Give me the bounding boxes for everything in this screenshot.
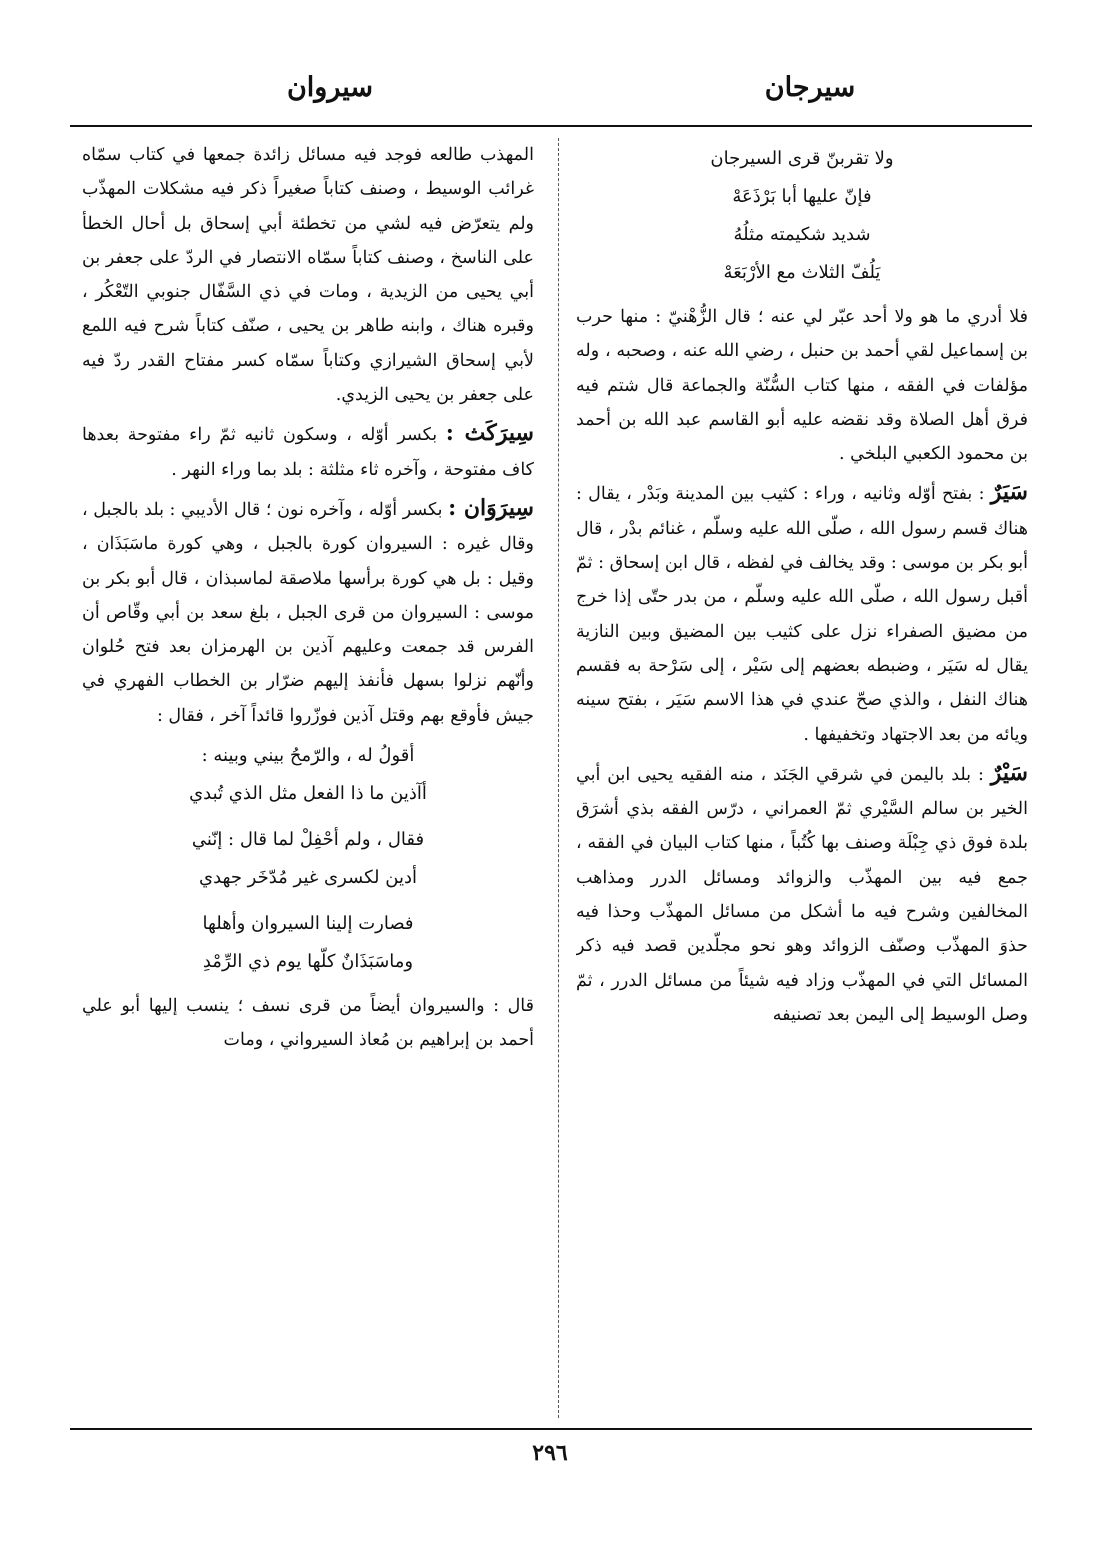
verse-line: وماسَبَذَانٌ كلّها يوم ذي الرِّمْدِ: [202, 951, 414, 973]
headword: سَيْرٌ: [990, 759, 1028, 786]
verse-line: فقال ، ولم أحْفِلْ لما قال : إنّني: [191, 829, 425, 851]
verse-line: يَلُفّ الثلاث مع الأرْبَعَهْ: [723, 262, 881, 283]
verse-line: فصارت إلينا السيروان وأهلها: [202, 913, 414, 935]
headword: سِيرَكَث :: [445, 420, 534, 447]
entry-text: بكسر أوّله ، وسكون ثانيه ثمّ راء مفتوحة بعدها كاف مفتوحة ، وآخره ثاء مثلثة : بلد بما وراء النهر .: [82, 425, 534, 480]
verse-block: [82, 737, 534, 813]
verse-line: أدين لكسرى غير مُدّخَر جهدي: [198, 867, 417, 889]
verse-line: أآذين ما ذا الفعل مثل الذي تُبدي: [189, 783, 427, 805]
paragraph: المهذب طالعه فوجد فيه مسائل زائدة جمعها في كتاب سمّاه غرائب الوسيط ، وصنف كتاباً صغيراً ذكر فيه مشكلات المهذّب ولم يتعرّض فيه لشي من تخطئة أبي إسحاق بل أحال الخطأ على الناسخ ، وصنف كتاباً سمّاه الانتصار في الردّ على جعفر بن أبي يحيى من الزيدية ، ومات في ذي السَّفّال جنوبي التّعْكُر ، وقبره هناك ، وابنه طاهر بن يحيى ، صنّف كتاباً شرح فيه اللمع لأبي إسحاق الشيرازي وكتاباً سمّاه كسر مفتاح القدر ردّ فيه على جعفر بن يحيى الزيدي.: [82, 145, 534, 406]
footer-rule: [70, 1428, 1032, 1430]
verse-line: أقولُ له ، والرّمحُ بيني وبينه :: [201, 745, 415, 767]
verse-line: شديد شكيمته مثلُهُ: [733, 224, 871, 245]
headword: سِيرَوَان :: [448, 494, 534, 521]
entry-sayr-2: [576, 756, 1028, 1032]
verse-block: [82, 905, 534, 981]
paragraph: قال : والسيروان أيضاً من قرى نسف ؛ ينسب إليها أبو علي أحمد بن إبراهيم بن مُعاذ السيرواني ، ومات: [82, 996, 534, 1051]
entry-text: بكسر أوّله ، وآخره نون ؛ قال الأديبي : بلد بالجبل ، وقال غيره : السيروان كورة بالجبل ، وهي كورة ماسَبَذَان ، وقيل : بل هي كورة برأسها ملاصقة لماسبذان ، قال أبو بكر بن موسى : السيروان من قرى الجبل ، بلغ سعد بن أبي وقّاص أن الفرس قد جمعت وعليهم آذين بن الهرمزان بعد فتح حُلوان وأنّهم نزلوا بسهل فأنفذ إليهم ضرّار بن الخطاب الفهري في جيش فأوقع بهم وقتل آذين فوزّروا قائداً آخر ، فقال :: [82, 499, 534, 726]
verse-line: فإنّ عليها أبا بَرْذَعَهْ: [732, 186, 872, 207]
verse-line: ولا تقربنّ قرى السيرجان: [710, 148, 894, 169]
entry-sirkath: [82, 416, 534, 487]
running-header-right: سيرجان: [764, 72, 856, 103]
verse-block: [576, 140, 1028, 292]
page-number: ٢٩٦: [532, 1440, 568, 1466]
header-rule: [70, 125, 1032, 127]
entry-sirawan: [82, 491, 534, 733]
paragraph: فلا أدري ما هو ولا أحد عبّر لي عنه ؛ قال الزُّهْنيّ : منها حرب بن إسماعيل لقي أحمد بن حنبل ، رضي الله عنه ، وصحبه ، وله مؤلفات في الفقه ، منها كتاب السُّنّة والجماعة قال شتم فيه فرق أهل الصلاة وقد نقضه عليه أبو القاسم عبد الله بن أحمد بن محمود الكعبي البلخي .: [576, 307, 1028, 465]
entry-text: : بفتح أوّله وثانيه ، وراء : كثيب بين المدينة وبَدْر ، يقال : هناك قسم رسول الله ، صلّى الله عليه وسلّم ، غنائم بدْر ، قال أبو بكر بن موسى : وقد يخالف في لفظه ، قال ابن إسحاق : ثمّ أقبل رسول الله ، صلّى الله عليه وسلّم ، من بدر حتّى إذا خرج من مضيق الصفراء نزل على كثيب بين المضيق وبين النازية يقال له سَيَر ، وضبطه بعضهم إلى سَيْر ، إلى سَرْحة به فقسم هناك النفل ، والذي صحّ عندي في هذا الاسم سَيَر ، بفتح سينه ويائه من بعد الاجتهاد وتخفيفها .: [576, 484, 1028, 745]
column-divider: [558, 138, 559, 1418]
verse-block: [82, 821, 534, 897]
running-header-left: سيروان: [286, 72, 374, 103]
right-column: [576, 138, 1028, 1420]
entry-text: : بلد باليمن في شرقي الجَنَد ، منه الفقيه يحيى ابن أبي الخير بن سالم السَّيْري ثمّ العمراني ، درّس الفقه بذي أشرَق بلدة فوق ذي جِبْلَة وصنف بها كُتُباً ، منها كتاب البيان في الفقه ، جمع فيه بين المهذّب والزوائد ومسائل الدرر ومذاهب المخالفين وشرح فيه ما أشكل من مسائل المهذّب وحذا فيه حذوَ المهذّب وصنّف الزوائد وهو نحو مجلّدين قصد فيه ذكر المسائل التي في المهذّب وزاد فيه شيئاً من مسائل الدرر ، ثمّ وصل الوسيط إلى اليمن بعد تصنيفه: [576, 764, 1028, 1025]
left-column: [82, 138, 534, 1420]
entry-sayr: [576, 475, 1028, 751]
headword: سَيَرٌ: [990, 479, 1028, 506]
